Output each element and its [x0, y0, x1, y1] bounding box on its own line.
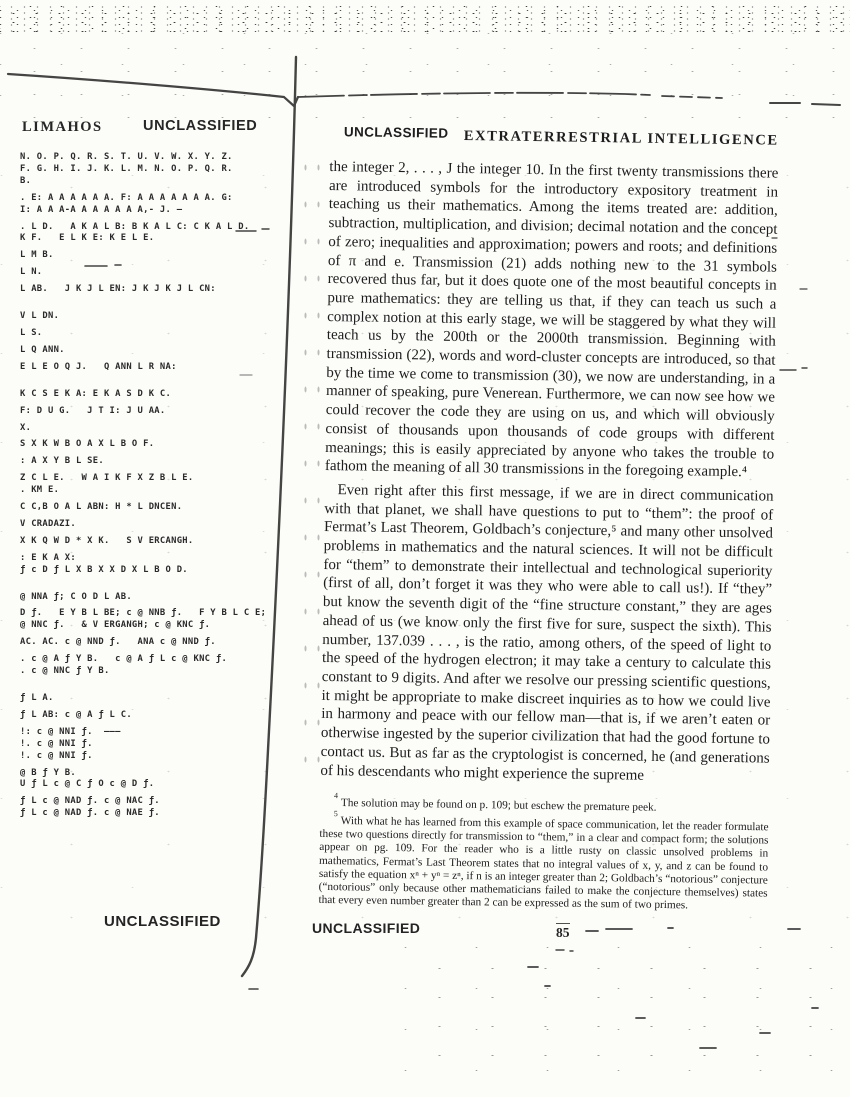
- cipher-group: [20, 423, 300, 435]
- cipher-line: K F. E L K E: K E L E.: [20, 233, 155, 244]
- cipher-group: [20, 439, 300, 451]
- cipher-line: . c @ NNC ƒ Y B.: [20, 666, 110, 677]
- cipher-line: Z C L E. W A I K F X Z B L E.: [20, 473, 194, 484]
- cipher-line: S X K W B O A X L B O F.: [20, 439, 155, 450]
- scan-noise-upper: [0, 30, 850, 120]
- cipher-line: ƒ L c @ NAD ƒ. c @ NAE ƒ.: [20, 808, 160, 819]
- cipher-group: [20, 536, 300, 548]
- cipher-group: [20, 592, 300, 604]
- cipher-group: [20, 768, 300, 792]
- cipher-line: : A X Y B L SE.: [20, 456, 104, 467]
- cipher-group: [20, 710, 300, 722]
- cipher-group: [20, 406, 300, 418]
- cipher-group: [20, 152, 300, 188]
- cipher-line: AC. AC. c @ NND ƒ. ANA c @ NND ƒ.: [20, 637, 216, 648]
- cipher-group: [20, 693, 300, 705]
- cipher-group: [20, 502, 300, 514]
- right-page-classification-header: UNCLASSIFIED: [343, 124, 449, 141]
- cipher-line: F. G. H. I. J. K. L. M. N. O. P. Q. R.: [20, 163, 233, 174]
- cipher-line: ƒ c D ƒ L X B X X D X L B O D.: [20, 564, 188, 575]
- footnote: [318, 810, 768, 914]
- cipher-line: L Q ANN.: [20, 344, 65, 355]
- cipher-line: . E: A A A A A A. F: A A A A A A A. G:: [20, 192, 233, 203]
- cipher-line: B.: [20, 175, 32, 186]
- footnote-marker: 4: [333, 791, 339, 801]
- page-title: EXTRATERRESTRIAL INTELLIGENCE: [463, 127, 779, 149]
- cipher-group: [20, 473, 300, 497]
- cipher-line: F: D U G. J T I: J U AA.: [20, 405, 166, 416]
- cipher-group: [20, 796, 300, 820]
- cipher-line: ƒ L A.: [20, 693, 54, 703]
- cipher-group: [20, 456, 300, 468]
- paragraph: the integer 2, . . . , J the integer 10. In the first twenty transmissions there are introduced symbols for the introductory expository treatment in teaching us their mathematics. Among the items treated are: addition, subtraction, multiplication, and division; decimal notation and the concept of zero; inequalities and approximation; powers and roots; and definitions of π and e. Transmission (21) adds nothing new to the 31 symbols recovered thus far, but it does quote one of the most beautiful concepts in pure mathematics: they are telling us that, if they can teach us such a complex notion at this early stage, we will be staggered by what they will teach us by the 200th or the 2000th transmission. Beginning with transmission (22), words and word-cluster concepts are introduced, so that by the time we come to transmission (30), we now are understanding, in a manner of speaking, pure Venerean. Furthermore, we can now see how we could recover the code they are using on us, and which will obviously consist of thousands upon thousands of code groups with different meanings; this is easily appreciated by anyone who takes the trouble to fathom the meaning of all 30 transmissions in the foregoing example.⁴: [324, 158, 779, 481]
- cipher-line: . L D. A K A L B: B K A L C: C K A L D.: [20, 221, 250, 232]
- cipher-group: [20, 284, 300, 296]
- cipher-line: : E K A X:: [20, 552, 76, 563]
- cipher-line: !. c @ NNI ƒ.: [20, 738, 93, 749]
- cipher-group: [20, 654, 300, 678]
- scan-noise-bottom: [400, 945, 850, 1075]
- cipher-line: D ƒ. E Y B L BE; c @ NNB ƒ. F Y B L C E;: [20, 608, 267, 619]
- cipher-group: [20, 250, 300, 262]
- right-page-header: [330, 124, 779, 153]
- cipher-line: !. c @ NNI ƒ.: [20, 750, 93, 761]
- right-page: [318, 124, 779, 914]
- left-page-header: [22, 118, 292, 136]
- cipher-line: ƒ L c @ NAD ƒ. c @ NAC ƒ.: [20, 796, 160, 807]
- cipher-line: X.: [20, 422, 32, 433]
- cipher-group: [20, 553, 300, 577]
- left-page-classification-header: UNCLASSIFIED: [143, 118, 258, 134]
- cipher-group: [20, 267, 300, 279]
- paragraph: Even right after this first message, if we are in direct communication with that planet, we shall have questions to put to “them”: the proof of Fermat’s Last Theorem, Goldbach’s conjecture,⁵ and many other unsolved problems in mathematics and the natural sciences. It will not be difficult for “them” to demonstrate their intellectual and technological superiority (first of all, don’t forget it was they who were able to call us!). If “they” but know the seventh digit of the “fine structure constant,” they are ages ahead of us (we know only the first five for sure, suspect the sixth). This number, 137.039 . . . , is the ratio, among others, of the speed of light to the speed of the hydrogen electron; it may take a century to calculate this constant to 9 digits. And after we resolve our pressing scientific questions, it might be appropriate to make discreet inquiries as to how we could live in harmony and peace with our fellow man—that is, if we aren’t eaten or otherwise ingested by the superior civilization that had the good fortune to contact us. But as far as the cryptologist is concerned, he (and generations of his descendants who might experience the supreme: [320, 482, 774, 784]
- cipher-group: [20, 345, 300, 357]
- cipher-line: . KM E.: [20, 485, 60, 496]
- cipher-line: !: c @ NNI ƒ. ———: [20, 726, 121, 737]
- cipher-group: [20, 637, 300, 649]
- cipher-line: . c @ A ƒ Y B. c @ A ƒ L c @ KNC ƒ.: [20, 654, 228, 665]
- right-page-footer-classification: UNCLASSIFIED: [312, 920, 421, 936]
- cipher-group: [20, 193, 300, 217]
- scan-noise-top-band: [0, 6, 850, 32]
- cipher-line: N. O. P. Q. R. S. T. U. V. W. X. Y. Z.: [20, 152, 233, 162]
- left-page-code-name: LIMAHOS: [22, 119, 103, 135]
- cipher-line: L M B.: [20, 250, 54, 261]
- cipher-group: [20, 222, 300, 246]
- footnotes: [318, 792, 769, 914]
- cipher-group: [20, 608, 300, 632]
- cipher-text-block: [20, 152, 300, 825]
- cipher-line: E L E O Q J. Q ANN L R NA:: [20, 361, 177, 372]
- cipher-line: I: A A A-A A A A A A A,- J. —: [20, 204, 183, 215]
- body-text: [320, 158, 778, 787]
- footnote-text: The solution may be found on p. 109; but eschew the premature peek.: [340, 797, 657, 814]
- cipher-line: U ƒ L c @ C ƒ O c @ D ƒ.: [20, 779, 155, 790]
- cipher-group: [20, 362, 300, 374]
- left-page-footer-classification: UNCLASSIFIED: [104, 913, 221, 930]
- cipher-group: [20, 328, 300, 340]
- page-number: 85: [556, 925, 570, 940]
- cipher-group: [20, 519, 300, 531]
- cipher-line: @ NNA ƒ; C O D L AB.: [20, 591, 132, 602]
- cipher-line: K C S E K A: E K A S D K C.: [20, 388, 172, 399]
- cipher-line: V CRADAZI.: [20, 518, 76, 529]
- cipher-line: C C,B O A L ABN: H * L DNCEN.: [20, 502, 183, 513]
- cipher-line: X K Q W D * X K. S V ERCANGH.: [20, 535, 194, 546]
- cipher-line: V L DN.: [20, 311, 60, 322]
- footnote-marker: 5: [333, 809, 338, 819]
- footnote-text: With what he has learned from this example of space communication, let the reader formulate these two questions directly for transmission to “them,” in a clear and compact form; the solutions appear on pg. 109. For the reader who is a little rusty on classic unsolved problems in mathematics, Fermat’s Last Theorem states that no integral values of x, y, and z can be found to satisfy the equation xⁿ + yⁿ = zⁿ, if n is an integer greater than 2; Goldbach’s “notorious” conjecture (“notorious” only because other mathematicians failed to make the conjecture themselves) states that every even number greater than 2 can be expressed as the sum of two primes.: [318, 815, 769, 912]
- cipher-line: L S.: [20, 327, 43, 338]
- cipher-group: [20, 389, 300, 401]
- cipher-line: L AB. J K J L EN: J K J K J L CN:: [20, 284, 216, 295]
- cipher-line: @ B ƒ Y B.: [20, 767, 76, 778]
- cipher-line: L N.: [20, 267, 43, 278]
- cipher-group: [20, 727, 300, 763]
- cipher-line: @ NNC ƒ. & V ERGANGH; c @ KNC ƒ.: [20, 620, 211, 631]
- cipher-line: ƒ L AB: c @ A ƒ L C.: [20, 709, 132, 720]
- cipher-group: [20, 311, 300, 323]
